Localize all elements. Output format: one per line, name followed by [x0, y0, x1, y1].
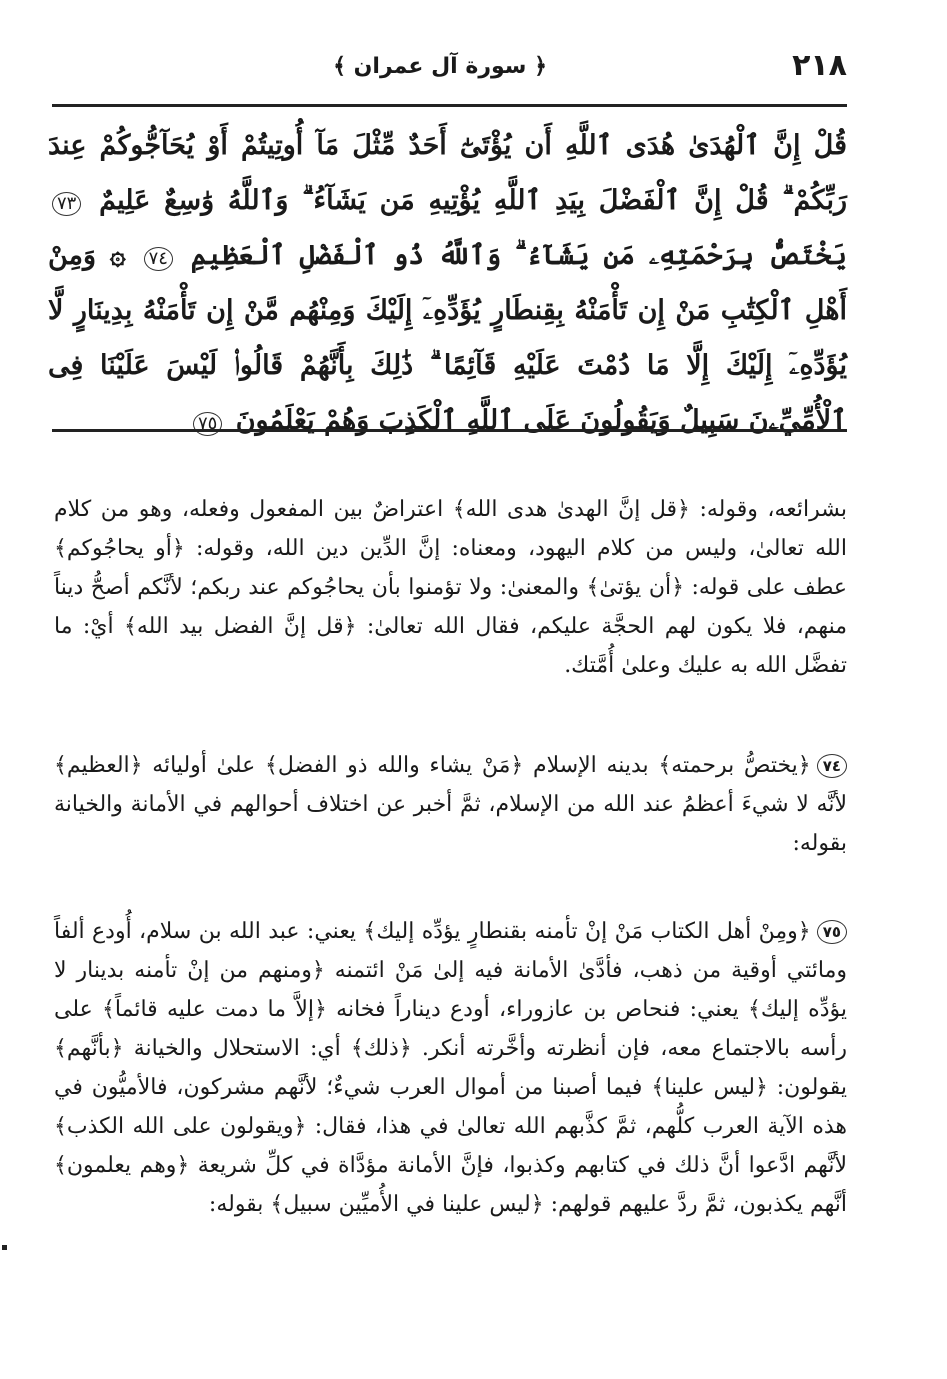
tafsir-paragraph-74 — [54, 746, 847, 863]
verse-text-74: يَخْتَصُّ بِرَحْمَتِهِۦ مَن يَشَآءُ ۗ وَٱللَّهُ ذُو ٱلْفَضْلِ ٱلْعَظِيمِ — [190, 240, 847, 271]
verse-ref-75: ٧٥ — [817, 920, 847, 944]
ayah-number-75: ٧٥ — [193, 412, 222, 436]
ayah-number-73: ٧٣ — [52, 192, 81, 216]
tafsir-paragraph-75 — [54, 912, 847, 1224]
tafsir-text-75: ﴿ومِنْ أهل الكتاب مَنْ إنْ تأمنه بقنطارٍ يؤدِّه إليك﴾ يعني: عبد الله بن سلام، أُودع ألفاً ومائتي أوقية من ذهب، فأدَّىٰ الأمانة فيه إلىٰ مَنْ ائتمنه ﴿ومنهم من إنْ تأمنه بدينار لا يؤدِّه إليك﴾ يعني: فنحاص بن عازوراء، أودع ديناراً فخانه ﴿إلاَّ ما دمت عليه قائماً﴾ على رأسه بالاجتماع معه، فإن أنظرته وأخَّرته أنكر. ﴿ذلك﴾ أي: الاستحلال والخيانة ﴿بأنَّهم﴾ يقولون: ﴿ليس علينا﴾ فيما أصبنا من أموال العرب شيءٌ؛ لأنَّهم مشركون، فالأميُّون في هذه الآية العرب كلُّهم، ثمَّ كذَّبهم الله تعالىٰ في هذا، فقال: ﴿ويقولون على الله الكذب﴾ لأنَّهم ادَّعوا أنَّ ذلك في كتابهم وكذبوا، فإنَّ الأمانة مؤدَّاة في كلِّ شريعة ﴿وهم يعلمون﴾ أنَّهم يكذبون، ثمَّ ردَّ عليهم قولهم: ﴿ليس علينا في الأُميِّين سبيل﴾ بقوله: — [54, 919, 847, 1217]
scan-speck — [2, 1245, 7, 1250]
tafsir-paragraph-1: بشرائعه، وقوله: ﴿قل إنَّ الهدىٰ هدى الله﴾ اعتراضٌ بين المفعول وفعله، وهو من كلام الله تعالىٰ، وليس من كلام اليهود، ومعناه: إنَّ الدِّين دين الله، وقوله: ﴿أو يحاجُوكم﴾ عطف على قوله: ﴿أن يؤتىٰ﴾ والمعنىٰ: ولا تؤمنوا بأن يحاجُوكم عند ربكم؛ لأنَّكم أصحُّ ديناً منهم، فلا يكون لهم الحجَّة عليكم، فقال الله تعالىٰ: ﴿قل إنَّ الفضل بيد الله﴾ أيْ: ما تفضَّل الله به عليك وعلىٰ أُمَّتك. — [54, 497, 847, 678]
verse-text-75: ۞ وَمِنْ أَهْلِ ٱلْكِتَٰبِ مَنْ إِن تَأْمَنْهُ بِقِنطَارٍ يُؤَدِّهِۦٓ إِلَيْكَ وَمِنْهُم مَّنْ إِن تَأْمَنْهُ بِدِينَارٍ لَّا يُؤَدِّهِۦٓ إِلَيْكَ إِلَّا مَا دُمْتَ عَلَيْهِ قَآئِمًا ۗ ذَٰلِكَ بِأَنَّهُمْ قَالُوا۟ لَيْسَ عَلَيْنَا فِى ٱلْأُمِّيِّۦنَ سَبِيلٌ وَيَقُولُونَ عَلَى ٱللَّهِ ٱلْكَذِبَ وَهُمْ يَعْلَمُونَ — [48, 240, 847, 436]
tafsir-text-74: ﴿يختصُّ برحمته﴾ بدينه الإسلام ﴿مَنْ يشاء والله ذو الفضل﴾ علىٰ أوليائه ﴿العظيم﴾ لأنَّه لا شيءَ أعظمُ عند الله من الإسلام، ثمَّ أخبر عن اختلاف أحوالهم في الأمانة والخيانة بقوله: — [54, 753, 847, 856]
page-header — [52, 46, 847, 90]
ayah-number-74: ٧٤ — [144, 247, 173, 271]
verse-text-72: قُلْ إِنَّ ٱلْهُدَىٰ هُدَى ٱللَّهِ أَن يُؤْتَىٰٓ أَحَدٌ مِّثْلَ مَآ أُوتِيتُمْ أَوْ يُحَآجُّوكُمْ عِندَ رَبِّكُمْ ۗ قُلْ إِنَّ ٱلْفَضْلَ بِيَدِ ٱللَّهِ يُؤْتِيهِ مَن يَشَآءُ ۗ وَٱللَّهُ وَٰسِعٌ عَلِيمٌ — [48, 130, 847, 216]
verse-ref-74: ٧٤ — [817, 754, 847, 778]
header-divider — [52, 104, 847, 107]
quran-verses — [48, 118, 847, 436]
section-divider — [52, 429, 847, 432]
surah-title: ﴿ سورة آل عمران ﴾ — [333, 54, 547, 79]
page-number: ٢١٨ — [792, 48, 847, 83]
